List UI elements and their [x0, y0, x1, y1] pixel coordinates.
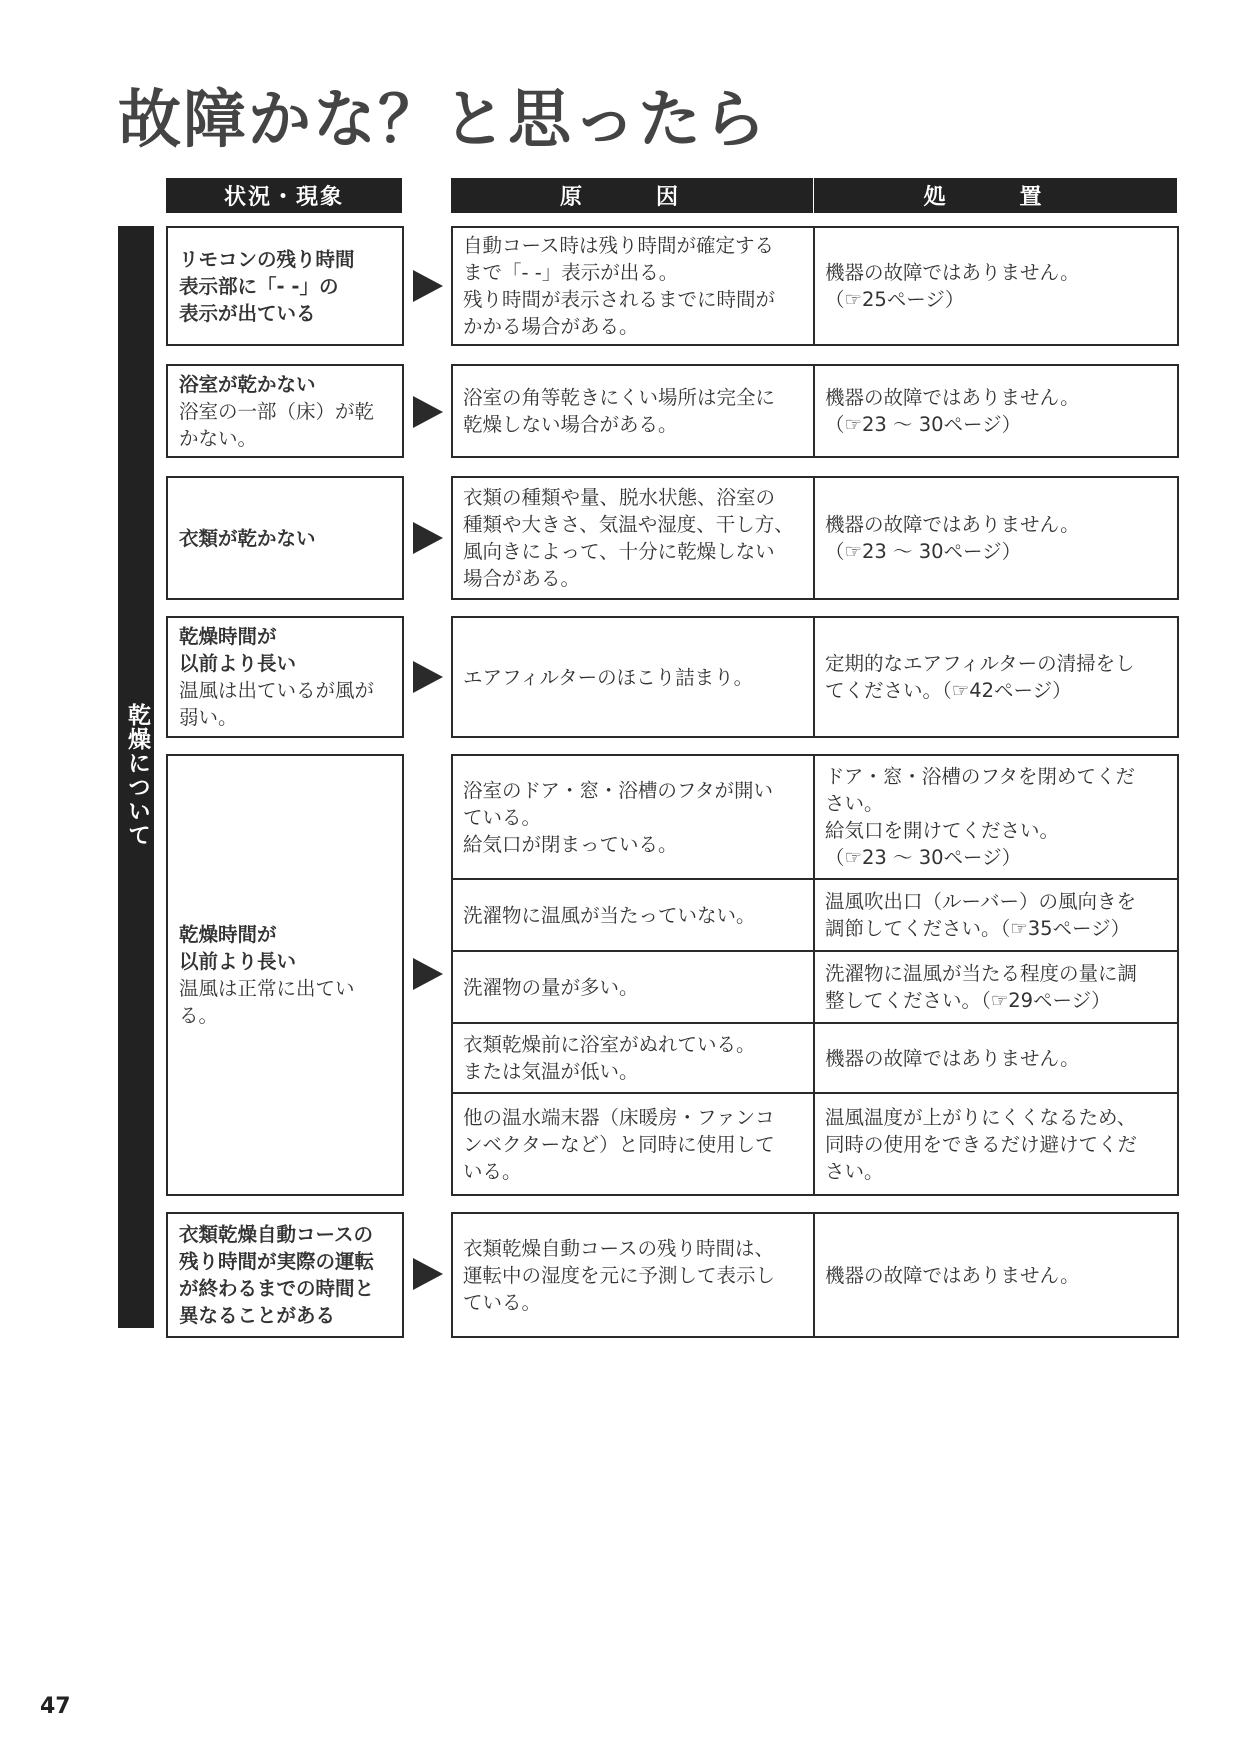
status-note: 温風は正常に出ている。 — [179, 977, 355, 1027]
remedy-text: 機器の故障ではありません。 （☞23 ～ 30ページ） — [825, 386, 1080, 436]
remedy-cell — [815, 1024, 1177, 1092]
cause-cell — [453, 1024, 815, 1092]
remedy-text: ドア・窓・浴槽のフタを閉めてくだ さい。 給気口を開けてください。 （☞23 ～ 30ページ） — [825, 765, 1136, 869]
remedy-cell — [815, 478, 1177, 598]
remedy-text: 機器の故障ではありません。 （☞25ページ） — [825, 261, 1080, 311]
cause-text: 洗濯物の量が多い。 — [463, 975, 639, 999]
status-cell — [166, 226, 404, 346]
remedy-cell — [815, 1094, 1177, 1194]
remedy-cell — [815, 880, 1177, 950]
remedy-text: 洗濯物に温風が当たる程度の量に調 整してください。（☞29ページ） — [825, 962, 1138, 1012]
status-title: 浴室が乾かない — [179, 372, 316, 396]
cause-cell — [453, 756, 815, 878]
cause-remedy-block — [451, 1022, 1179, 1094]
category-label: 乾燥について — [124, 703, 150, 847]
arrow-icon — [413, 522, 443, 554]
cause-cell — [453, 366, 815, 456]
status-cell — [166, 364, 404, 458]
cause-remedy-block — [451, 950, 1179, 1024]
remedy-text: 温風吹出口（ルーバー）の風向きを 調節してください。（☞35ページ） — [825, 890, 1137, 940]
cause-remedy-block — [451, 754, 1179, 880]
remedy-text: 定期的なエアフィルターの清掃をし てください。（☞42ページ） — [825, 652, 1135, 702]
cause-remedy-block — [451, 878, 1179, 952]
remedy-text: 機器の故障ではありません。 （☞23 ～ 30ページ） — [825, 513, 1080, 563]
status-cell — [166, 476, 404, 600]
cause-remedy-block — [451, 1212, 1179, 1338]
status-note: 浴室の一部（床）が乾 かない。 — [179, 399, 375, 450]
arrow-icon — [413, 661, 443, 693]
page-number: 47 — [40, 1694, 71, 1719]
cause-cell — [453, 1214, 815, 1336]
remedy-cell — [815, 366, 1177, 456]
cause-text: 衣類の種類や量、脱水状態、浴室の 種類や大きさ、気温や湿度、干し方、 風向きによって、十分に乾燥しない 場合がある。 — [463, 486, 794, 590]
status-cell — [166, 616, 404, 738]
cause-text: 浴室の角等乾きにくい場所は完全に 乾燥しない場合がある。 — [463, 386, 776, 436]
cause-cell — [453, 1094, 815, 1194]
status-title: 衣類乾燥自動コースの 残り時間が実際の運転 が終わるまでの時間と 異なることがある — [179, 1223, 375, 1327]
cause-remedy-block — [451, 364, 1179, 458]
arrow-icon — [413, 396, 443, 428]
cause-cell — [453, 618, 815, 736]
remedy-cell — [815, 228, 1177, 344]
header-remedy: 処 置 — [814, 178, 1177, 213]
status-cell — [166, 754, 404, 1196]
remedy-text: 温風温度が上がりにくくなるため、 同時の使用をできるだけ避けてくだ さい。 — [825, 1105, 1138, 1183]
cause-text: 浴室のドア・窓・浴槽のフタが開い ている。 給気口が閉まっている。 — [463, 778, 774, 856]
cause-remedy-block — [451, 616, 1179, 738]
status-note: 温風は出ているが風が 弱い。 — [179, 679, 375, 729]
remedy-cell — [815, 756, 1177, 878]
cause-cell — [453, 478, 815, 598]
remedy-text: 機器の故障ではありません。 — [825, 1263, 1080, 1287]
status-title: 衣類が乾かない — [179, 526, 316, 550]
cause-text: 洗濯物に温風が当たっていない。 — [463, 903, 756, 927]
header-status: 状況・現象 — [166, 178, 402, 213]
status-cell — [166, 1212, 404, 1338]
status-title: リモコンの残り時間 表示部に「- -」の 表示が出ている — [179, 247, 355, 325]
cause-remedy-block — [451, 226, 1179, 346]
header-cause: 原 因 — [451, 178, 813, 213]
cause-text: 衣類乾燥自動コースの残り時間は、 運転中の湿度を元に予測して表示し ている。 — [463, 1236, 776, 1314]
status-title: 乾燥時間が 以前より長い — [179, 625, 297, 675]
arrow-icon — [413, 1258, 443, 1290]
cause-remedy-block — [451, 1092, 1179, 1196]
remedy-text: 機器の故障ではありません。 — [825, 1046, 1080, 1070]
cause-cell — [453, 952, 815, 1022]
remedy-cell — [815, 1214, 1177, 1336]
cause-text: 他の温水端末器（床暖房・ファンコ ンベクターなど）と同時に使用して いる。 — [463, 1105, 775, 1183]
arrow-icon — [413, 958, 443, 990]
cause-remedy-block — [451, 476, 1179, 600]
cause-cell — [453, 880, 815, 950]
cause-text: エアフィルターのほこり詰まり。 — [463, 665, 754, 689]
cause-cell — [453, 228, 815, 344]
cause-text: 衣類乾燥前に浴室がぬれている。 または気温が低い。 — [463, 1033, 756, 1083]
page-title: 故障かな？と思ったら — [118, 83, 768, 156]
cause-text: 自動コース時は残り時間が確定する まで「- -」表示が出る。 残り時間が表示されるまでに時間が かかる場合がある。 — [463, 234, 776, 338]
arrow-icon — [413, 270, 443, 302]
status-title: 乾燥時間が 以前より長い — [179, 923, 297, 973]
remedy-cell — [815, 952, 1177, 1022]
remedy-cell — [815, 618, 1177, 736]
